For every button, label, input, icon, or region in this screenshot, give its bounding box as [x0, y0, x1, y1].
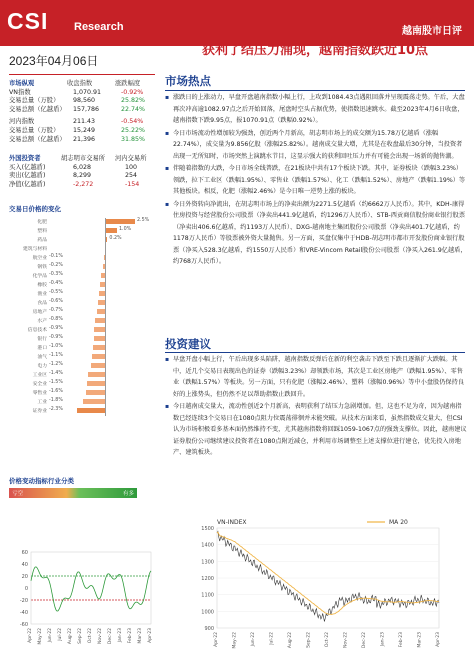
sector-chart-title: 交易日价格的变化	[9, 205, 61, 213]
x-tick-label: Feb-23	[399, 632, 404, 648]
sector-value-label: -1.8%	[49, 398, 63, 403]
sector-label: 港口	[37, 346, 47, 351]
zero-axis	[105, 218, 106, 416]
sector-value-label: 2.5%	[137, 218, 150, 223]
sector-label: 零售业	[32, 391, 47, 396]
row-hnx: 100	[125, 163, 138, 171]
sector-bar	[95, 318, 105, 323]
y-tick-label: 1500	[201, 526, 214, 532]
sector-value-label: 1.0%	[119, 227, 132, 232]
row-label: 卖出(亿越盾)	[9, 172, 46, 180]
sector-bar	[94, 327, 105, 332]
sector-label: 航空业	[32, 256, 47, 261]
sector-value-label: -1.6%	[49, 389, 63, 394]
row-label: 河内指数	[9, 118, 35, 126]
sector-bar	[91, 363, 105, 368]
x-tick-label: Jun-22	[251, 632, 256, 647]
row-change: 31.85%	[121, 135, 146, 143]
table-header: 收盘指数	[67, 80, 93, 87]
sector-label: 钢铁	[37, 265, 47, 270]
table-header: 外国投资者	[9, 155, 41, 162]
section-divider	[165, 90, 465, 91]
x-tick-label: Mar-23	[417, 632, 423, 648]
report-brand: 越南股市日评	[402, 26, 462, 37]
bullet-paragraph: ▪ 今日市场流动性增加较为强劲，创近两个月新高，胡志明市场上的成交额为15.78万亿越盾（涨幅22.74%），成交量为9.856亿股（涨幅25.82%）。越南成交量大增，尤其是在收盘最后30分钟，当投资者出现一无所知时，市场突然上演跳水节目，这显示强大的获利回吐压力并有可能会出现一场新的抛售潮。	[165, 128, 467, 163]
row-label: VN指数	[9, 88, 31, 96]
table-row	[9, 118, 155, 127]
x-tick-label: Apr-23	[148, 628, 153, 643]
bullet-paragraph: ▪ 今日越南成交量大，流动性创近2个月新高，表明获利了结压力急剧增加。但，这也不足为奇，因为越南指数已经连续3个交易日在1080点阻力位震荡徘徊并未能突破。从技术方面来看，虽然指数成交量大，但CSI认为市场积极看多基本面仍然维持不变，尤其越南指数将回踩1059-1067点的强劲支撑位。因此，越南建议证券股份公司继续建议投资者在1080点附近减仓，并利用市场调整至上述支撑位进行建仓，优先投入房地产、建筑板块。	[165, 401, 467, 459]
sector-change-chart	[9, 218, 155, 418]
section-title-advice: 投资建议	[165, 337, 211, 351]
x-tick-label: Jun-22	[48, 628, 53, 643]
table-row	[9, 181, 155, 190]
row-hnx: 254	[125, 172, 138, 180]
sector-value-label: -0.1%	[49, 254, 63, 259]
sector-label: 工业	[37, 400, 47, 405]
table-row	[9, 136, 155, 145]
x-tick-label: Jan-23	[118, 628, 123, 643]
y-tick-label: 0	[24, 586, 28, 592]
row-value: 15,249	[73, 126, 96, 134]
row-label: 交易总额（亿越盾）	[9, 135, 66, 143]
x-tick-label: May-22	[232, 632, 238, 649]
table-row	[9, 127, 155, 136]
sector-label: 食品	[37, 301, 47, 306]
breadth-left-label: 亏空	[12, 491, 24, 497]
bullet-paragraph: ▪ 伴随着指数的大跌，今日市场全线普跌，在21板块中共有17个板块下跌。其中，证券板块（跌幅3.23%）领跌，拉下工业区（跌幅1.95%）、零售业（跌幅1.57%）、化工（跌幅1.52%）、房地产（跌幅1.19%）等其他板块。相反，化肥（涨幅2.46%）是今日唯一逆势上涨的板块。	[165, 163, 467, 198]
x-tick-label: Dec-22	[108, 628, 113, 645]
x-tick-label: Apr-22	[28, 628, 33, 643]
bullet-paragraph: ▪ 涨跌日的上涨动力，早盘开盘越南指数小幅上行，上攻到1084.43点遇阻回落并呈现震荡走势。午后，大盘再次冲高逾1082.97点之后开始回落，尾盘时空头占据优势，使指数迅速跳水。截至2023年4月6日收盘，越南指数下跌9.95点，报1070.91点（跌幅0.92%）。	[165, 92, 467, 127]
x-tick-label: Nov-22	[343, 632, 349, 649]
row-label: 交易总额（亿越盾）	[9, 105, 66, 113]
sector-bar	[93, 345, 105, 350]
row-label: 买入(亿越盾)	[9, 163, 46, 171]
sector-value-label: -1.4%	[49, 371, 63, 376]
row-hsx: 8,299	[73, 172, 92, 180]
x-tick-label: Feb-23	[128, 628, 133, 644]
sector-value-label: -0.3%	[49, 272, 63, 277]
row-change: 25.82%	[121, 97, 146, 105]
report-title: 获利了结压力涌现，越南指数跌近10点	[201, 43, 429, 58]
sector-bar	[105, 228, 117, 233]
sector-label: 信息技术	[27, 328, 47, 333]
sector-value-label: -0.7%	[49, 308, 63, 313]
sector-value-label: -0.6%	[49, 299, 63, 304]
x-tick-label: Oct-22	[325, 632, 330, 648]
sector-value-label: -1.1%	[49, 353, 63, 358]
sector-value-label: -0.5%	[49, 290, 63, 295]
sector-label: 房地产	[32, 310, 47, 315]
breadth-right-label: 有多	[122, 491, 134, 497]
sector-bar	[83, 399, 105, 404]
table-header-row	[9, 80, 155, 89]
row-change: -0.92%	[121, 88, 144, 96]
sector-label: 橡胶	[37, 283, 47, 288]
chart-title: VN-INDEX	[217, 519, 247, 526]
legend-label: MA 20	[389, 519, 408, 526]
row-value: 1,070.91	[73, 88, 102, 96]
table-row	[9, 172, 155, 181]
row-label: 净值(亿越盾)	[9, 180, 46, 188]
bullet-paragraph: ▪ 今日外资转向净流出，在胡志明市场上的净卖出额为2271.5亿越盾（约6662万人民币）。其中，KDH-康得住房投资与经营股份公司股票（净卖出441.9亿越盾，约1296万人民币）、STB-西贡商信股份商业银行股票（净卖出406.6亿越盾，约1193万人民币）、DXG-越南地主集团股份公司股票（净卖出401.7亿越盾，约1178万人民币）等股票被外资大量抛售。另一方面，买盘仅集中于HDB-胡志明市都市开发股份商业银行股票（净买入528.3亿越盾，约1550万人民币）和VRE-Vincom Retail股份公司股票（净买入261.9亿越盾，约768万人民币）。	[165, 199, 467, 268]
bullet-paragraph: ▪ 早盘开盘小幅上行，午后出现多头陷阱，越南指数反弹后在新的利空袭击下跌至下跌且逐渐扩大跌幅。其中，近几个交易日表现出色的证券（跌幅3.23%）却领跌市场，其次是工业区房地产（跌幅1.95%）、零售业（跌幅1.57%）等板块。另一方面，只有化肥（涨幅2.46%）、塑料（涨幅0.96%）等中小盘股仍保持良好的上涨势头，但仍然不足以帮助指数止跌回升。	[165, 354, 467, 400]
sector-bar	[92, 354, 105, 359]
x-tick-label: May-22	[38, 628, 43, 645]
x-tick-label: Dec-22	[362, 632, 367, 649]
table-header-row	[9, 155, 155, 164]
sector-label: 化学品	[32, 274, 47, 279]
y-tick-label: 1400	[201, 542, 214, 549]
table-header: 胡志明市交易所	[61, 155, 106, 162]
y-tick-label: 1000	[201, 609, 214, 616]
y-tick-label: -20	[19, 598, 28, 604]
sector-label: 渔业	[37, 292, 47, 297]
section-divider	[165, 352, 465, 353]
x-tick-label: Apr-22	[214, 632, 219, 647]
x-tick-label: Sep-22	[306, 632, 312, 648]
sector-value-label: -1.5%	[49, 380, 63, 385]
table-row	[9, 89, 155, 98]
row-hsx: 6,028	[73, 163, 92, 171]
sector-bar	[86, 390, 105, 395]
sector-label: 安全业	[32, 382, 47, 387]
oscillator-line	[31, 567, 151, 611]
row-change: 22.74%	[121, 105, 146, 113]
y-tick-label: -60	[19, 622, 28, 628]
row-hnx: -154	[125, 180, 140, 188]
section-title-market-hotspot: 市场热点	[165, 74, 211, 88]
vn-index-chart	[195, 514, 447, 669]
research-label: Research	[74, 21, 124, 33]
table-row	[9, 97, 155, 106]
y-tick-label: 20	[21, 574, 28, 580]
table-header: 河内交易所	[115, 155, 147, 162]
breadth-bar	[9, 488, 137, 498]
sidebar-divider	[9, 74, 155, 75]
y-tick-label: 40	[21, 562, 28, 568]
x-tick-label: Nov-22	[98, 628, 103, 645]
row-change: 25.22%	[121, 126, 146, 134]
sector-bar	[97, 309, 105, 314]
x-tick-label: Jul-22	[269, 632, 275, 645]
sector-bar	[88, 372, 105, 377]
x-tick-label: Jul-22	[58, 628, 63, 641]
market-hotspot-text	[165, 92, 467, 269]
sector-value-label: -0.9%	[49, 326, 63, 331]
sector-label: 油气	[37, 355, 47, 360]
csi-logo: CSI	[7, 8, 49, 34]
row-value: 21,396	[73, 135, 96, 143]
y-tick-label: 1100	[201, 592, 214, 599]
sector-label: 塑料	[37, 229, 47, 234]
sector-value-label: -0.4%	[49, 281, 63, 286]
row-hsx: -2,272	[73, 180, 94, 188]
market-summary-table	[9, 80, 155, 144]
x-tick-label: Oct-22	[88, 628, 93, 644]
row-value: 157,786	[73, 105, 100, 113]
row-label: 交易总量（万股）	[9, 126, 60, 134]
sector-value-label: -0.9%	[49, 335, 63, 340]
x-tick-label: Jan-23	[380, 632, 386, 647]
table-row	[9, 106, 155, 115]
sector-bar	[77, 408, 105, 413]
sector-value-label: 0.2%	[109, 236, 122, 241]
sector-label: 化肥	[37, 220, 47, 225]
sector-value-label: -1.2%	[49, 362, 63, 367]
x-tick-label: Aug-22	[68, 628, 73, 645]
row-change: -0.54%	[121, 118, 144, 126]
sector-label: 药品	[37, 238, 47, 243]
y-tick-label: 1300	[201, 559, 214, 566]
sector-label: 证券业	[32, 409, 47, 414]
sector-bar	[87, 381, 105, 386]
sector-label: 工业区	[32, 373, 47, 378]
advice-text	[165, 354, 467, 460]
sector-value-label: -0.2%	[49, 263, 63, 268]
table-header: 涨跌幅度	[115, 80, 141, 87]
sector-value-label: -2.3%	[49, 407, 63, 412]
oscillator-chart	[9, 548, 159, 668]
table-row	[9, 164, 155, 173]
foreign-investor-table	[9, 155, 155, 189]
breadth-chart-title: 价格变动指标行业分类	[9, 477, 74, 485]
sector-label: 建筑与材料	[23, 247, 47, 252]
y-tick-label: -40	[19, 610, 28, 616]
y-tick-label: 1200	[201, 576, 214, 582]
y-tick-label: 900	[204, 626, 214, 632]
sector-label: 银行	[37, 337, 47, 342]
report-date: 2023年04月06日	[9, 54, 99, 68]
sector-value-label: -1.0%	[49, 344, 63, 349]
x-tick-label: Mar-23	[138, 628, 143, 644]
x-tick-label: Aug-22	[288, 632, 293, 649]
y-tick-label: 60	[21, 550, 28, 556]
sector-label: 水产	[37, 319, 47, 324]
row-label: 交易总量（万股）	[9, 97, 60, 105]
sector-value-label: -0.8%	[49, 317, 63, 322]
x-tick-label: Sep-22	[78, 628, 83, 644]
x-tick-label: Apr-23	[436, 632, 441, 647]
sector-bar	[98, 300, 105, 305]
plot-frame	[31, 552, 151, 624]
row-value: 98,560	[73, 97, 96, 105]
table-header: 市场纵观	[9, 80, 35, 87]
sector-bar	[105, 219, 135, 224]
sector-label: 电力	[37, 364, 47, 369]
row-value: 211.43	[73, 118, 96, 126]
sector-bar	[94, 336, 105, 341]
